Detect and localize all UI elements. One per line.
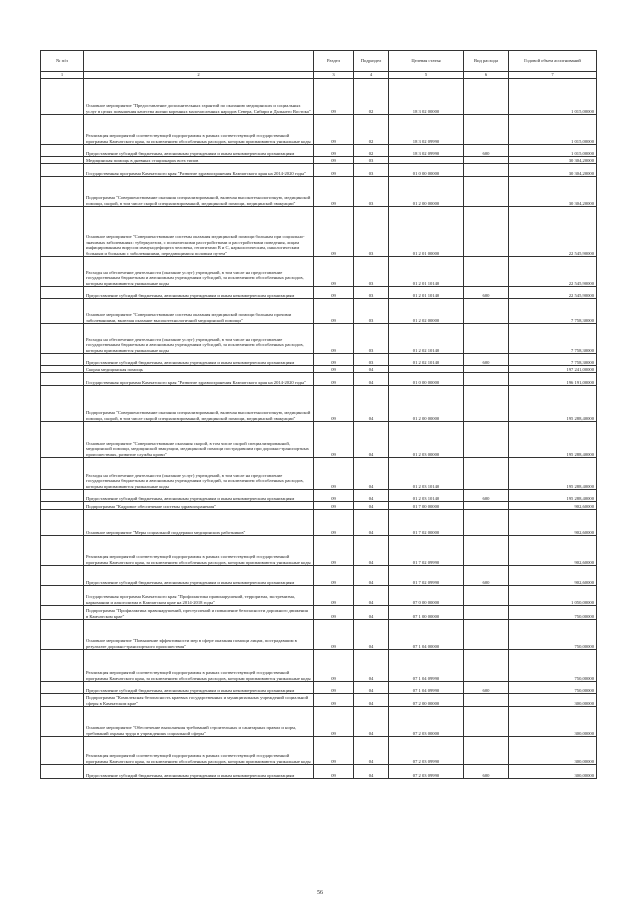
table-row [41, 650, 597, 682]
item-name: Расходы на обеспечение деятельности (оказание услуг) учреждений, в том числе на предоставление государственным бюджетным и автономным учреждениям субсидий, за исключением обособленных расходов, которым присваиваются уникальные коды [84, 458, 314, 490]
num-cell [41, 324, 84, 354]
razdel-cell: 09 [314, 145, 354, 157]
table-row [41, 682, 597, 694]
razdel-cell: 09 [314, 694, 354, 707]
razdel-cell: 09 [314, 737, 354, 765]
vid-cell [464, 707, 509, 737]
razdel-cell: 09 [314, 510, 354, 536]
article-cell [389, 157, 464, 164]
table-row [41, 490, 597, 502]
vid-cell [464, 620, 509, 650]
table-row [41, 366, 597, 373]
podrazdel-cell: 04 [354, 694, 389, 707]
article-cell: 07 2 03 09990 [389, 737, 464, 765]
amount-cell: 1 015,00000 [509, 145, 597, 157]
article-cell: 01 0 00 00000 [389, 373, 464, 386]
amount-cell: 195 288,40000 [509, 458, 597, 490]
razdel-cell: 09 [314, 586, 354, 606]
article-cell: 07 0 00 00000 [389, 586, 464, 606]
table-row [41, 324, 597, 354]
vid-cell [464, 207, 509, 257]
table-row [41, 164, 597, 177]
article-cell: 01 2 02 10140 [389, 324, 464, 354]
item-name: Подпрограмма "Комплексная безопасность краевых государственных и муниципальных учреждений социальной сферы в Камчатском крае" [84, 694, 314, 707]
col-number: 4 [354, 72, 389, 79]
amount-cell: 750,00000 [509, 606, 597, 620]
header-name [84, 51, 314, 72]
table-row [41, 606, 597, 620]
amount-cell: 750,00000 [509, 620, 597, 650]
num-cell [41, 422, 84, 458]
vid-cell [464, 257, 509, 287]
header-num: № п/п [41, 51, 84, 72]
article-cell: 01 2 00 00000 [389, 386, 464, 422]
item-name: Предоставление субсидий бюджетным, автономным учреждениям и иным некоммерческим организациям [84, 145, 314, 157]
header-article: Целевая статья [389, 51, 464, 72]
col-number: 7 [509, 72, 597, 79]
razdel-cell: 09 [314, 458, 354, 490]
header-podrazdel: Подраздел [354, 51, 389, 72]
amount-cell: 1 050,00000 [509, 586, 597, 606]
amount-cell: 902,60000 [509, 510, 597, 536]
col-number: 6 [464, 72, 509, 79]
amount-cell: 300,00000 [509, 737, 597, 765]
amount-cell: 22 545,90000 [509, 207, 597, 257]
razdel-cell: 09 [314, 354, 354, 366]
vid-cell: 600 [464, 682, 509, 694]
razdel-cell: 09 [314, 157, 354, 164]
num-cell [41, 586, 84, 606]
amount-cell: 750,00000 [509, 650, 597, 682]
header-amount: Годовой объем ассигнований [509, 51, 597, 72]
num-cell [41, 386, 84, 422]
num-cell [41, 490, 84, 502]
item-name: Государственная программа Камчатского края "Развитие здравоохранения Камчатского края на 2014-2020 годы" [84, 373, 314, 386]
amount-cell: 30 304,20000 [509, 177, 597, 207]
article-cell [389, 366, 464, 373]
podrazdel-cell: 04 [354, 620, 389, 650]
header-row [41, 51, 597, 72]
num-cell [41, 115, 84, 145]
table-row [41, 386, 597, 422]
table-row [41, 115, 597, 145]
num-cell [41, 510, 84, 536]
vid-cell: 600 [464, 566, 509, 586]
num-cell [41, 620, 84, 650]
article-cell: 01 2 03 10140 [389, 490, 464, 502]
amount-cell: 22 545,90000 [509, 287, 597, 299]
item-name: Основное мероприятие "Обеспечение выполнения требований строительных и санитарных правил и норм, требований охраны труда в учреждениях социальной сферы" [84, 707, 314, 737]
num-cell [41, 287, 84, 299]
vid-cell [464, 502, 509, 510]
podrazdel-cell: 04 [354, 737, 389, 765]
amount-cell: 22 545,90000 [509, 257, 597, 287]
item-name: Реализация мероприятий соответствующей подпрограммы в рамках соответствующей государственной программы Камчатского края, за исключением обособленных расходов, которым присваиваются уникальные коды [84, 536, 314, 566]
vid-cell [464, 157, 509, 164]
podrazdel-cell: 04 [354, 586, 389, 606]
article-cell: 07 2 03 00000 [389, 707, 464, 737]
vid-cell [464, 737, 509, 765]
amount-cell: 197 241,00000 [509, 366, 597, 373]
razdel-cell: 09 [314, 324, 354, 354]
item-name: Основное мероприятие "Совершенствование системы оказания медицинской помощи больным при социально-значимых заболеваниях: туберкулезом, с психическими расстройствами и расстройствами поведения, лицам инфицированным вирусом иммунодефицита человека, гепатитами B и C, наркологическим, онкологическим больным и больным с заболеваниями, передающимися половым путем" [84, 207, 314, 257]
podrazdel-cell: 03 [354, 287, 389, 299]
table-row [41, 458, 597, 490]
article-cell: 01 2 01 10140 [389, 287, 464, 299]
vid-cell: 600 [464, 354, 509, 366]
vid-cell: 600 [464, 765, 509, 779]
podrazdel-cell: 03 [354, 299, 389, 324]
table-row [41, 145, 597, 157]
budget-table [40, 50, 597, 779]
vid-cell [464, 79, 509, 115]
razdel-cell: 09 [314, 490, 354, 502]
razdel-cell: 09 [314, 682, 354, 694]
razdel-cell: 09 [314, 177, 354, 207]
podrazdel-cell: 02 [354, 115, 389, 145]
amount-cell: 300,00000 [509, 694, 597, 707]
article-cell: 18 3 02 09990 [389, 145, 464, 157]
razdel-cell: 09 [314, 650, 354, 682]
table-row [41, 207, 597, 257]
podrazdel-cell: 04 [354, 765, 389, 779]
num-cell [41, 145, 84, 157]
num-cell [41, 650, 84, 682]
item-name: Основное мероприятие "Совершенствование оказания скорой, в том числе скорой специализированной, медицинской помощи, медицинской эвакуации, медицинской помощи пострадавшим при дорожно-транспортных происшествиях, развитие службы крови" [84, 422, 314, 458]
vid-cell [464, 177, 509, 207]
item-name: Основное мероприятие "Меры социальной поддержки медицинских работников" [84, 510, 314, 536]
table-row [41, 536, 597, 566]
article-cell: 07 2 00 00000 [389, 694, 464, 707]
num-cell [41, 536, 84, 566]
razdel-cell: 09 [314, 299, 354, 324]
table-row [41, 373, 597, 386]
item-name: Основное мероприятие "Совершенствование системы оказания медицинской помощи больным прочими заболеваниями, включая оказание высокотехнологичной медицинской помощи" [84, 299, 314, 324]
article-cell: 01 7 00 00000 [389, 502, 464, 510]
table-row [41, 502, 597, 510]
podrazdel-cell: 04 [354, 682, 389, 694]
razdel-cell: 09 [314, 620, 354, 650]
table-row [41, 177, 597, 207]
item-name: Предоставление субсидий бюджетным, автономным учреждениям и иным некоммерческим организациям [84, 765, 314, 779]
table-row [41, 157, 597, 164]
table-row [41, 620, 597, 650]
amount-cell: 7 758,30000 [509, 324, 597, 354]
num-cell [41, 177, 84, 207]
razdel-cell: 09 [314, 386, 354, 422]
vid-cell [464, 606, 509, 620]
item-name: Подпрограмма "Профилактика правонарушений, преступлений и повышение безопасности дорожного движения в Камчатском крае" [84, 606, 314, 620]
amount-cell: 902,60000 [509, 502, 597, 510]
podrazdel-cell: 04 [354, 707, 389, 737]
amount-cell: 902,60000 [509, 536, 597, 566]
podrazdel-cell: 04 [354, 386, 389, 422]
podrazdel-cell: 04 [354, 606, 389, 620]
razdel-cell: 09 [314, 707, 354, 737]
item-name: Основное мероприятие "Повышение эффективности мер в сфере оказания помощи лицам, пострадавшим в результате дорожно-транспортного происшествия" [84, 620, 314, 650]
razdel-cell: 09 [314, 502, 354, 510]
article-cell: 01 2 00 00000 [389, 177, 464, 207]
num-cell [41, 502, 84, 510]
podrazdel-cell: 03 [354, 164, 389, 177]
podrazdel-cell: 03 [354, 177, 389, 207]
article-cell: 01 0 00 00000 [389, 164, 464, 177]
vid-cell [464, 386, 509, 422]
item-name: Предоставление субсидий бюджетным, автономным учреждениям и иным некоммерческим организациям [84, 682, 314, 694]
vid-cell [464, 164, 509, 177]
num-cell [41, 606, 84, 620]
num-cell [41, 299, 84, 324]
podrazdel-cell: 02 [354, 79, 389, 115]
table-row [41, 694, 597, 707]
vid-cell [464, 324, 509, 354]
article-cell: 18 3 02 09990 [389, 115, 464, 145]
num-cell [41, 707, 84, 737]
article-cell: 01 7 02 00000 [389, 510, 464, 536]
num-cell [41, 207, 84, 257]
item-name: Скорая медицинская помощь [84, 366, 314, 373]
article-cell: 01 7 02 09990 [389, 536, 464, 566]
article-cell: 01 2 01 00000 [389, 207, 464, 257]
num-cell [41, 164, 84, 177]
item-name: Подпрограмма "Совершенствование оказания специализированной, включая высокотехнологичную, медицинской помощи, скорой, в том числе скорой специализированной, медицинской помощи, медицинской эвакуации" [84, 386, 314, 422]
amount-cell: 195 288,40000 [509, 490, 597, 502]
num-cell [41, 694, 84, 707]
razdel-cell: 09 [314, 257, 354, 287]
num-cell [41, 458, 84, 490]
podrazdel-cell: 04 [354, 458, 389, 490]
vid-cell: 600 [464, 145, 509, 157]
podrazdel-cell: 03 [354, 354, 389, 366]
num-cell [41, 373, 84, 386]
vid-cell [464, 510, 509, 536]
podrazdel-cell: 04 [354, 650, 389, 682]
item-name: Предоставление субсидий бюджетным, автономным учреждениям и иным некоммерческим организациям [84, 354, 314, 366]
header-vid: Вид расхода [464, 51, 509, 72]
podrazdel-cell: 03 [354, 157, 389, 164]
item-name: Государственная программа Камчатского края "Развитие здравоохранения Камчатского края на 2014-2020 годы" [84, 164, 314, 177]
table-row [41, 79, 597, 115]
vid-cell [464, 115, 509, 145]
article-cell: 07 1 00 00000 [389, 606, 464, 620]
vid-cell: 600 [464, 287, 509, 299]
item-name: Реализация мероприятий соответствующей подпрограммы в рамках соответствующей государственной программы Камчатского края, за исключением обособленных расходов, которым присваиваются уникальные коды [84, 115, 314, 145]
podrazdel-cell: 04 [354, 366, 389, 373]
col-number: 3 [314, 72, 354, 79]
amount-cell: 7 758,30000 [509, 354, 597, 366]
table-row [41, 354, 597, 366]
razdel-cell: 09 [314, 606, 354, 620]
amount-cell: 902,60000 [509, 566, 597, 586]
amount-cell: 7 758,30000 [509, 299, 597, 324]
article-cell: 01 2 03 00000 [389, 422, 464, 458]
article-cell: 07 2 03 09990 [389, 765, 464, 779]
table-row [41, 257, 597, 287]
col-number: 5 [389, 72, 464, 79]
podrazdel-cell: 04 [354, 373, 389, 386]
item-name: Подпрограмма "Совершенствование оказания специализированной, включая высокотехнологичную, медицинской помощи, скорой, в том числе скорой специализированной, медицинской помощи, медицинской эвакуации" [84, 177, 314, 207]
item-name: Основное мероприятие "Предоставление дополнительных гарантий по оказанию медицинских и социальных услуг в целях повышения качества жизни коренных малочисленных народов Севера, Сибири и Дальнего Востока" [84, 79, 314, 115]
table-row [41, 299, 597, 324]
article-cell: 07 1 04 09990 [389, 682, 464, 694]
amount-cell: 300,00000 [509, 765, 597, 779]
article-cell: 01 2 02 00000 [389, 299, 464, 324]
vid-cell [464, 586, 509, 606]
amount-cell: 1 015,00000 [509, 79, 597, 115]
razdel-cell: 09 [314, 79, 354, 115]
item-name: Расходы на обеспечение деятельности (оказание услуг) учреждений, в том числе на предоставление государственным бюджетным и автономным учреждениям субсидий, за исключением обособленных расходов, которым присваиваются уникальные коды [84, 324, 314, 354]
podrazdel-cell: 04 [354, 566, 389, 586]
header-razdel: Раздел [314, 51, 354, 72]
num-cell [41, 366, 84, 373]
item-name: Государственная программа Камчатского края "Профилактика правонарушений, терроризма, экстремизма, наркомании и алкоголизма в Камчатском крае на 2014-2018 годы" [84, 586, 314, 606]
amount-cell: 750,00000 [509, 682, 597, 694]
num-cell [41, 354, 84, 366]
razdel-cell: 09 [314, 207, 354, 257]
num-cell [41, 566, 84, 586]
razdel-cell: 09 [314, 765, 354, 779]
article-cell: 18 3 02 00000 [389, 79, 464, 115]
table-row [41, 707, 597, 737]
podrazdel-cell: 04 [354, 510, 389, 536]
table-row [41, 287, 597, 299]
vid-cell [464, 694, 509, 707]
article-cell: 01 2 02 10140 [389, 354, 464, 366]
article-cell: 01 2 03 10140 [389, 458, 464, 490]
vid-cell [464, 422, 509, 458]
amount-cell: 196 191,00000 [509, 373, 597, 386]
article-cell: 01 7 02 09990 [389, 566, 464, 586]
num-cell [41, 157, 84, 164]
table-row [41, 566, 597, 586]
item-name: Подпрограмма "Кадровое обеспечение системы здравоохранения" [84, 502, 314, 510]
amount-cell: 195 288,40000 [509, 422, 597, 458]
table-row [41, 737, 597, 765]
page-number: 56 [317, 890, 323, 896]
item-name: Реализация мероприятий соответствующей подпрограммы в рамках соответствующей государственной программы Камчатского края, за исключением обособленных расходов, которым присваиваются уникальные коды [84, 737, 314, 765]
column-numbers-row [41, 72, 597, 79]
article-cell: 01 2 01 10140 [389, 257, 464, 287]
article-cell: 07 1 04 09990 [389, 650, 464, 682]
col-number: 2 [84, 72, 314, 79]
razdel-cell: 09 [314, 287, 354, 299]
vid-cell: 600 [464, 490, 509, 502]
razdel-cell: 09 [314, 566, 354, 586]
item-name: Предоставление субсидий бюджетным, автономным учреждениям и иным некоммерческим организациям [84, 566, 314, 586]
vid-cell [464, 366, 509, 373]
amount-cell: 1 015,00000 [509, 115, 597, 145]
podrazdel-cell: 02 [354, 145, 389, 157]
amount-cell: 195 288,40000 [509, 386, 597, 422]
podrazdel-cell: 03 [354, 324, 389, 354]
razdel-cell: 09 [314, 164, 354, 177]
item-name: Медицинская помощь в дневных стационарах всех типов [84, 157, 314, 164]
podrazdel-cell: 04 [354, 536, 389, 566]
vid-cell [464, 536, 509, 566]
item-name: Предоставление субсидий бюджетным, автономным учреждениям и иным некоммерческим организациям [84, 490, 314, 502]
podrazdel-cell: 04 [354, 490, 389, 502]
amount-cell: 30 304,20000 [509, 157, 597, 164]
podrazdel-cell: 04 [354, 502, 389, 510]
vid-cell [464, 650, 509, 682]
amount-cell: 300,00000 [509, 707, 597, 737]
razdel-cell: 09 [314, 422, 354, 458]
article-cell: 07 1 04 00000 [389, 620, 464, 650]
podrazdel-cell: 03 [354, 257, 389, 287]
razdel-cell: 09 [314, 373, 354, 386]
num-cell [41, 79, 84, 115]
podrazdel-cell: 03 [354, 207, 389, 257]
col-number: 1 [41, 72, 84, 79]
table-row [41, 765, 597, 779]
item-name: Расходы на обеспечение деятельности (оказание услуг) учреждений, в том числе на предоставление государственным бюджетным и автономным учреждениям субсидий, за исключением обособленных расходов, которым присваиваются уникальные коды [84, 257, 314, 287]
razdel-cell: 09 [314, 366, 354, 373]
table-row [41, 510, 597, 536]
num-cell [41, 257, 84, 287]
amount-cell: 30 304,20000 [509, 164, 597, 177]
num-cell [41, 737, 84, 765]
vid-cell [464, 458, 509, 490]
item-name: Реализация мероприятий соответствующей подпрограммы в рамках соответствующей государственной программы Камчатского края, за исключением обособленных расходов, которым присваиваются уникальные коды [84, 650, 314, 682]
razdel-cell: 09 [314, 115, 354, 145]
vid-cell [464, 373, 509, 386]
vid-cell [464, 299, 509, 324]
table-row [41, 422, 597, 458]
num-cell [41, 682, 84, 694]
num-cell [41, 765, 84, 779]
podrazdel-cell: 04 [354, 422, 389, 458]
item-name: Предоставление субсидий бюджетным, автономным учреждениям и иным некоммерческим организациям [84, 287, 314, 299]
razdel-cell: 09 [314, 536, 354, 566]
table-body [41, 79, 597, 779]
table-row [41, 586, 597, 606]
